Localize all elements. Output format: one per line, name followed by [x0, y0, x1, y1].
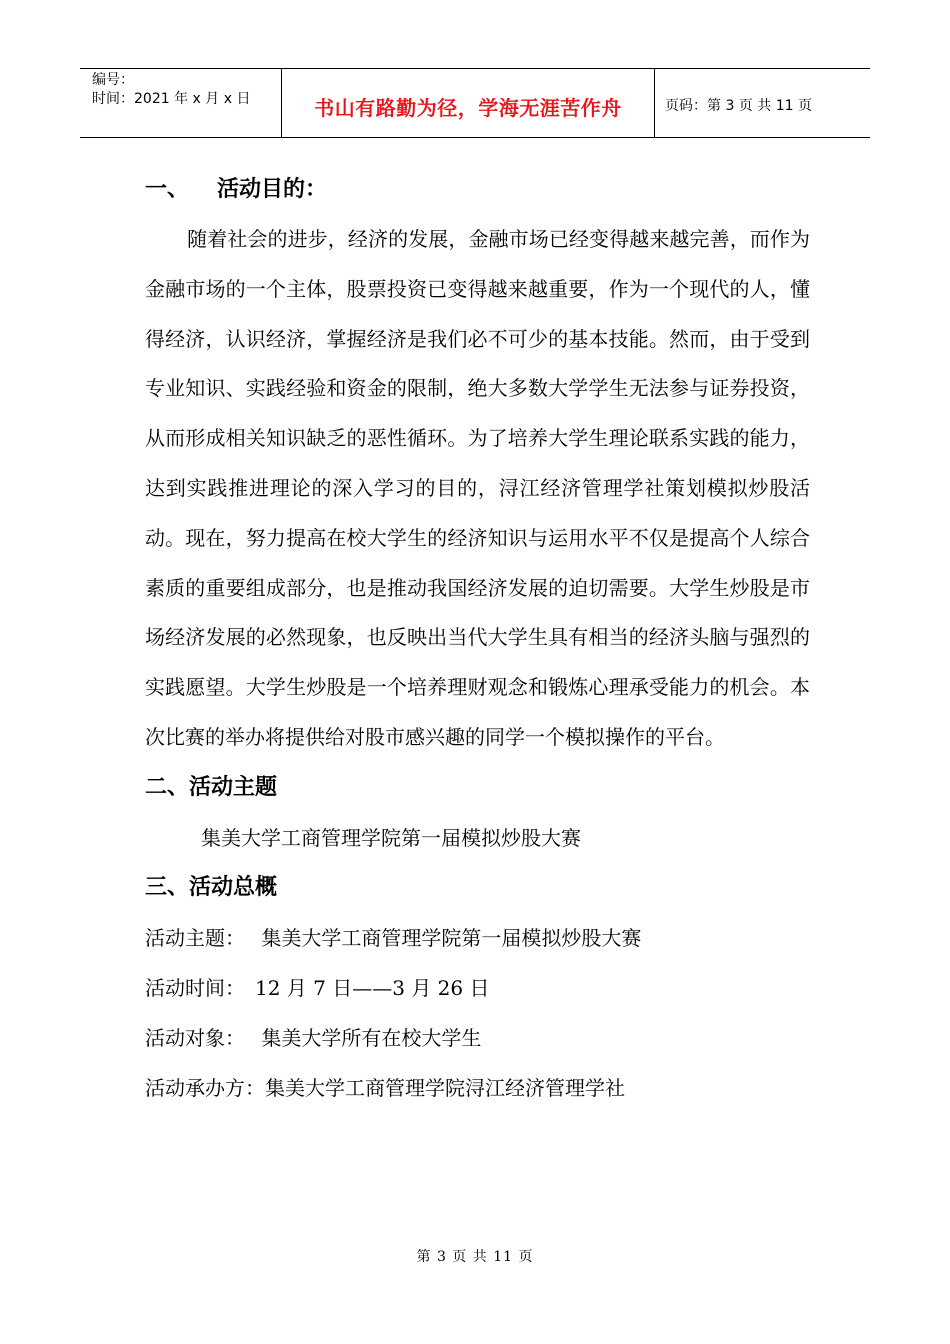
overview-item-organizer: 活动承办方：集美大学工商管理学院浔江经济管理学社 [145, 1075, 625, 1100]
page-footer: 第 3 页 共 11 页 [416, 1249, 534, 1265]
section-1-title: 活动目的： [217, 177, 328, 202]
header-page-code: 页码：第 3 页 共 11 页 [665, 98, 812, 114]
overview-item-topic: 活动主题： 集美大学工商管理学院第一届模拟炒股大赛 [145, 925, 642, 950]
section-2-heading: 二、活动主题 [145, 774, 278, 800]
section-2-topic: 集美大学工商管理学院第一届模拟炒股大赛 [201, 825, 581, 850]
header-meta [80, 69, 282, 137]
document-number: 编号： [92, 72, 134, 88]
section-1-paragraph [145, 215, 810, 763]
section-3-heading: 三、活动总概 [145, 874, 278, 900]
document-body [145, 165, 810, 1113]
section-1-number: 一、 [145, 177, 190, 202]
header-motto: 书山有路勤为径，学海无涯苦作舟 [282, 69, 655, 137]
document-time: 时间：2021 年 x 月 x 日 [92, 91, 251, 107]
overview-item-time: 活动时间： 12 月 7 日——3 月 26 日 [145, 975, 490, 1000]
section-1-text: 随着社会的进步，经济的发展，金融市场已经变得越来越完善，而作为金融市场的一个主体，股票投资已变得越来越重要，作为一个现代的人，懂得经济，认识经济，掌握经济是我们必不可少的基本技能。然而，由于受到专业知识、实践经验和资金的限制，绝大多数大学学生无法参与证券投资，从而形成相关知识缺乏的恶性循环。为了培养大学生理论联系实践的能力，达到实践推进理论的深入学习的目的，浔江经济管理学社策划模拟炒股活动。现在，努力提高在校大学生的经济知识与运用水平不仅是提高个人综合素质的重要组成部分，也是推动我国经济发展的迫切需要。大学生炒股是市场经济发展的必然现象，也反映出当代大学生具有相当的经济头脑与强烈的实践愿望。大学生炒股是一个培养理财观念和锻炼心理承受能力的机会。本次比赛的举办将提供给对股市感兴趣的同学一个模拟操作的平台。 [145, 227, 810, 749]
header-table [80, 68, 870, 138]
section-1-heading [145, 165, 810, 215]
overview-item-audience: 活动对象： 集美大学所有在校大学生 [145, 1025, 482, 1050]
